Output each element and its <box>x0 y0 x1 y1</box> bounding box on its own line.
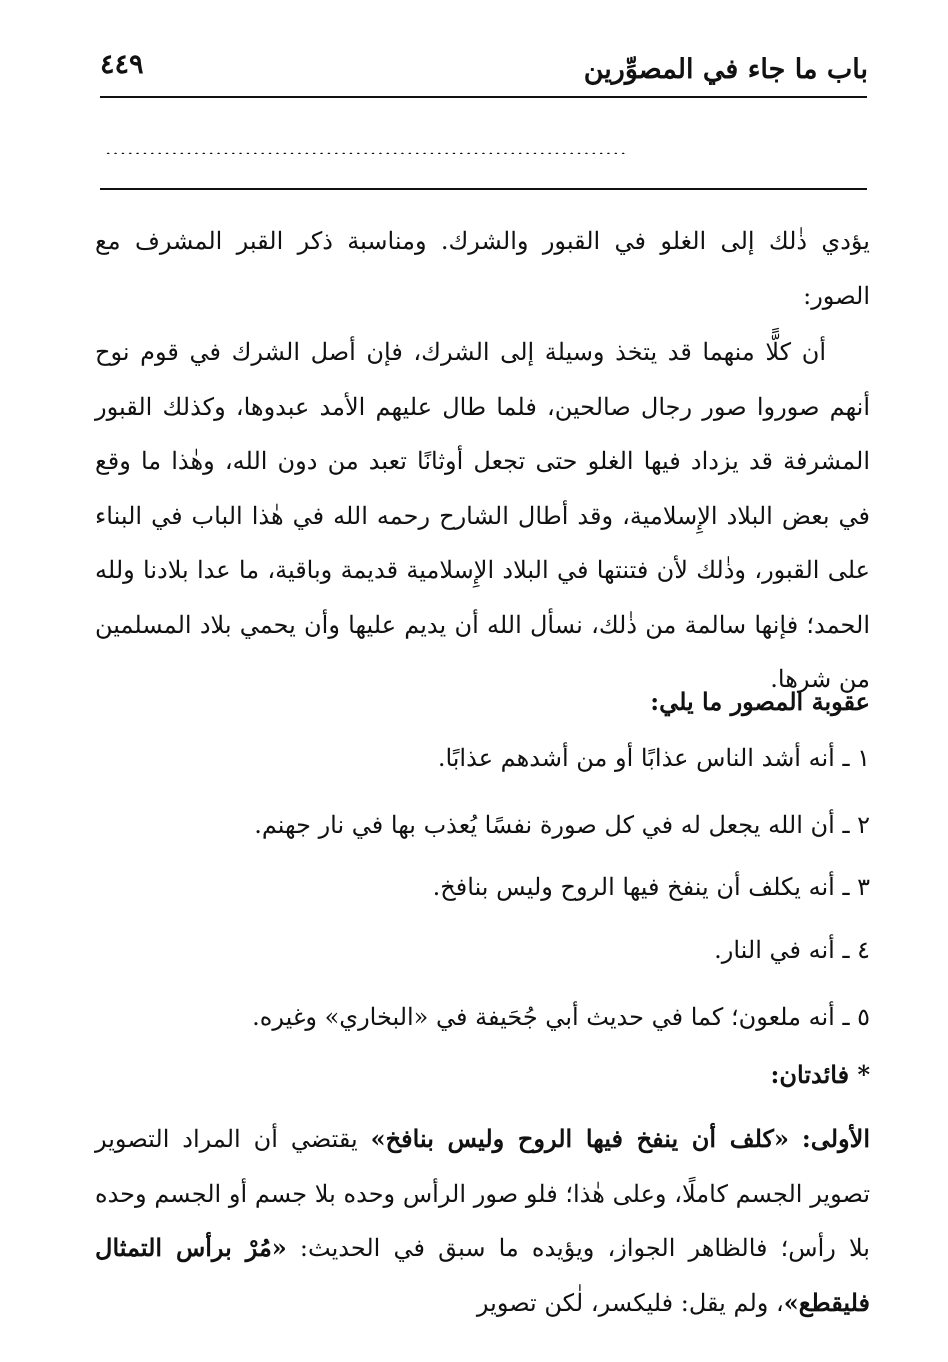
page-number: ٤٤٩ <box>100 49 144 80</box>
header-rule <box>100 96 867 98</box>
footnote-rule <box>100 188 867 190</box>
chapter-title: باب ما جاء في المصوِّرين <box>583 54 868 85</box>
list-item: ٤ ـ أنه في النار. <box>714 936 870 964</box>
dotted-separator: ....................................................................... <box>105 142 628 154</box>
paragraph-first-benefit <box>95 1112 870 1330</box>
first-benefit-label: الأولى: <box>801 1124 870 1153</box>
section-heading-punishment: عقوبة المصور ما يلي: <box>650 687 870 716</box>
paragraph-text: ، ولم يقل: فليكسر، لٰكن تصوير <box>476 1288 784 1317</box>
section-heading-benefits: * فائدتان: <box>770 1060 870 1089</box>
list-item: ٣ ـ أنه يكلف أن ينفخ فيها الروح وليس بنافخ. <box>432 873 870 901</box>
list-item: ١ ـ أنه أشد الناس عذابًا أو من أشدهم عذابًا. <box>437 744 870 772</box>
paragraph-text: يقتضي أن المراد التصوير تصوير الجسم كاملًا، وعلى هٰذا؛ فلو صور الرأس وحده بلا جسم أو الجسم وحده بلا رأس؛ فالظاهر الجواز، ويؤيده ما سبق في الحديث: <box>95 1125 870 1262</box>
hadith-quote: «مُرْ برأس التمثال فليقطع» <box>95 1233 870 1317</box>
list-item: ٥ ـ أنه ملعون؛ كما في حديث أبي جُحَيفة في «البخاري» وغيره. <box>252 1003 870 1031</box>
list-item: ٢ ـ أن الله يجعل له في كل صورة نفسًا يُعذب بها في نار جهنم. <box>254 811 870 839</box>
hadith-quote: «كلف أن ينفخ فيها الروح وليس بنافخ» <box>370 1124 789 1153</box>
paragraph-explanation: أن كلًّا منهما قد يتخذ وسيلة إلى الشرك، فإن أصل الشرك في قوم نوح أنهم صوروا صور رجال صالحين، فلما طال عليهم الأمد عبدوها، وكذلك القبور المشرفة قد يزداد فيها الغلو حتى تجعل أوثانًا تعبد من دون الله، وهٰذا ما وقع في بعض البلاد الإِسلامية، وقد أطال الشارح رحمه الله في هٰذا الباب في البناء على القبور، وذٰلك لأن فتنتها في البلاد الإِسلامية قديمة وباقية، ما عدا بلادنا ولله الحمد؛ فإنها سالمة من ذٰلك، نسأل الله أن يديم عليها وأن يحمي بلاد المسلمين من شرها. <box>95 338 870 693</box>
paragraph-continuation: يؤدي ذٰلك إلى الغلو في القبور والشرك. ومناسبة ذكر القبر المشرف مع الصور: <box>95 227 870 310</box>
